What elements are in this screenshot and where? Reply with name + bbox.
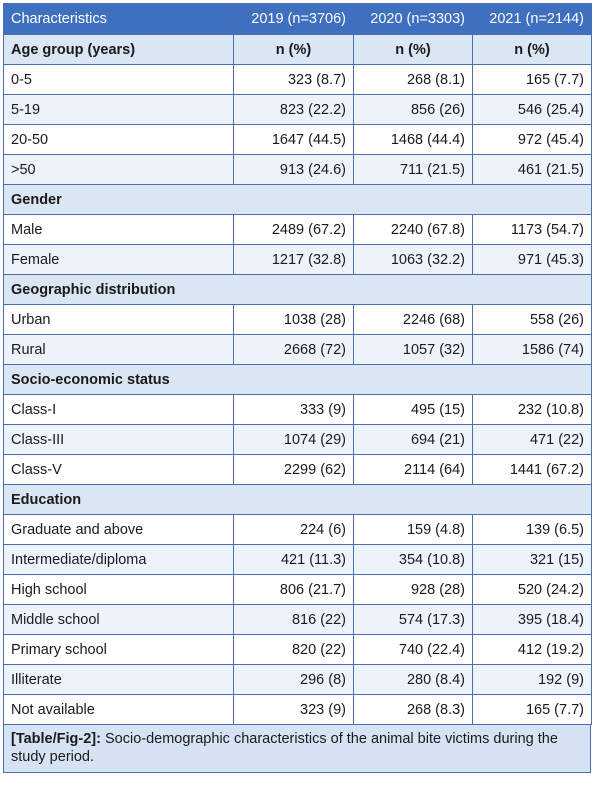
caption-text: Socio-demographic characteristics of the animal bite victims during the study period. [11,731,558,765]
unit-label: n (%) [473,35,592,65]
cell-2019: 913 (24.6) [234,155,354,185]
cell-2019: 224 (6) [234,515,354,545]
cell-2021: 321 (15) [473,545,592,575]
unit-label: n (%) [234,35,354,65]
cell-2021: 520 (24.2) [473,575,592,605]
section-header-gender [4,185,592,215]
table-row [4,335,592,365]
cell-2019: 2299 (62) [234,455,354,485]
table-row [4,605,592,635]
cell-2021: 461 (21.5) [473,155,592,185]
row-label: Primary school [4,635,234,665]
cell-2020: 354 (10.8) [354,545,473,575]
table-header-row [4,4,592,35]
table-row [4,155,592,185]
table-row [4,665,592,695]
cell-2019: 823 (22.2) [234,95,354,125]
cell-2019: 1038 (28) [234,305,354,335]
table-row [4,305,592,335]
cell-2020: 928 (28) [354,575,473,605]
cell-2019: 2668 (72) [234,335,354,365]
cell-2020: 2240 (67.8) [354,215,473,245]
cell-2021: 1441 (67.2) [473,455,592,485]
cell-2020: 280 (8.4) [354,665,473,695]
cell-2020: 268 (8.1) [354,65,473,95]
header-2020: 2020 (n=3303) [354,4,473,35]
row-label: Class-III [4,425,234,455]
row-label: Rural [4,335,234,365]
section-title: Gender [4,185,592,215]
row-label: Class-I [4,395,234,425]
cell-2021: 972 (45.4) [473,125,592,155]
cell-2020: 1057 (32) [354,335,473,365]
cell-2019: 323 (9) [234,695,354,725]
row-label: Not available [4,695,234,725]
table-figure [3,3,591,773]
cell-2021: 395 (18.4) [473,605,592,635]
row-label: Male [4,215,234,245]
cell-2020: 856 (26) [354,95,473,125]
cell-2019: 1647 (44.5) [234,125,354,155]
section-header-geographic [4,275,592,305]
header-2019: 2019 (n=3706) [234,4,354,35]
section-header-socio-economic [4,365,592,395]
section-header-age-group [4,35,592,65]
cell-2019: 2489 (67.2) [234,215,354,245]
cell-2019: 1217 (32.8) [234,245,354,275]
cell-2021: 1173 (54.7) [473,215,592,245]
cell-2021: 165 (7.7) [473,695,592,725]
cell-2019: 1074 (29) [234,425,354,455]
cell-2021: 471 (22) [473,425,592,455]
row-label: Intermediate/diploma [4,545,234,575]
row-label: Female [4,245,234,275]
cell-2020: 574 (17.3) [354,605,473,635]
row-label: Middle school [4,605,234,635]
cell-2021: 1586 (74) [473,335,592,365]
cell-2020: 268 (8.3) [354,695,473,725]
cell-2019: 323 (8.7) [234,65,354,95]
table-row [4,425,592,455]
table-row [4,125,592,155]
cell-2021: 971 (45.3) [473,245,592,275]
cell-2019: 816 (22) [234,605,354,635]
table-row [4,545,592,575]
table-row [4,575,592,605]
cell-2020: 1063 (32.2) [354,245,473,275]
table-caption [3,725,591,773]
socio-demographic-table [3,3,592,725]
section-title: Geographic distribution [4,275,592,305]
cell-2019: 806 (21.7) [234,575,354,605]
cell-2021: 546 (25.4) [473,95,592,125]
table-row [4,95,592,125]
section-title: Education [4,485,592,515]
cell-2019: 333 (9) [234,395,354,425]
cell-2020: 1468 (44.4) [354,125,473,155]
cell-2020: 711 (21.5) [354,155,473,185]
table-row [4,695,592,725]
row-label: Class-V [4,455,234,485]
cell-2020: 159 (4.8) [354,515,473,545]
row-label: 20-50 [4,125,234,155]
unit-label: n (%) [354,35,473,65]
header-2021: 2021 (n=2144) [473,4,592,35]
row-label: Illiterate [4,665,234,695]
cell-2021: 232 (10.8) [473,395,592,425]
cell-2020: 694 (21) [354,425,473,455]
cell-2019: 421 (11.3) [234,545,354,575]
cell-2020: 2114 (64) [354,455,473,485]
cell-2019: 820 (22) [234,635,354,665]
row-label: 5-19 [4,95,234,125]
row-label: 0-5 [4,65,234,95]
cell-2021: 139 (6.5) [473,515,592,545]
row-label: Graduate and above [4,515,234,545]
row-label: Urban [4,305,234,335]
cell-2019: 296 (8) [234,665,354,695]
row-label: High school [4,575,234,605]
cell-2020: 495 (15) [354,395,473,425]
cell-2020: 2246 (68) [354,305,473,335]
table-row [4,455,592,485]
table-row [4,395,592,425]
section-title: Age group (years) [4,35,234,65]
caption-tag: [Table/Fig-2]: [11,731,101,747]
table-row [4,215,592,245]
cell-2021: 165 (7.7) [473,65,592,95]
cell-2021: 412 (19.2) [473,635,592,665]
table-row [4,245,592,275]
cell-2021: 558 (26) [473,305,592,335]
section-header-education [4,485,592,515]
row-label: >50 [4,155,234,185]
cell-2020: 740 (22.4) [354,635,473,665]
table-row [4,635,592,665]
table-row [4,65,592,95]
cell-2021: 192 (9) [473,665,592,695]
header-characteristics: Characteristics [4,4,234,35]
section-title: Socio-economic status [4,365,592,395]
table-row [4,515,592,545]
